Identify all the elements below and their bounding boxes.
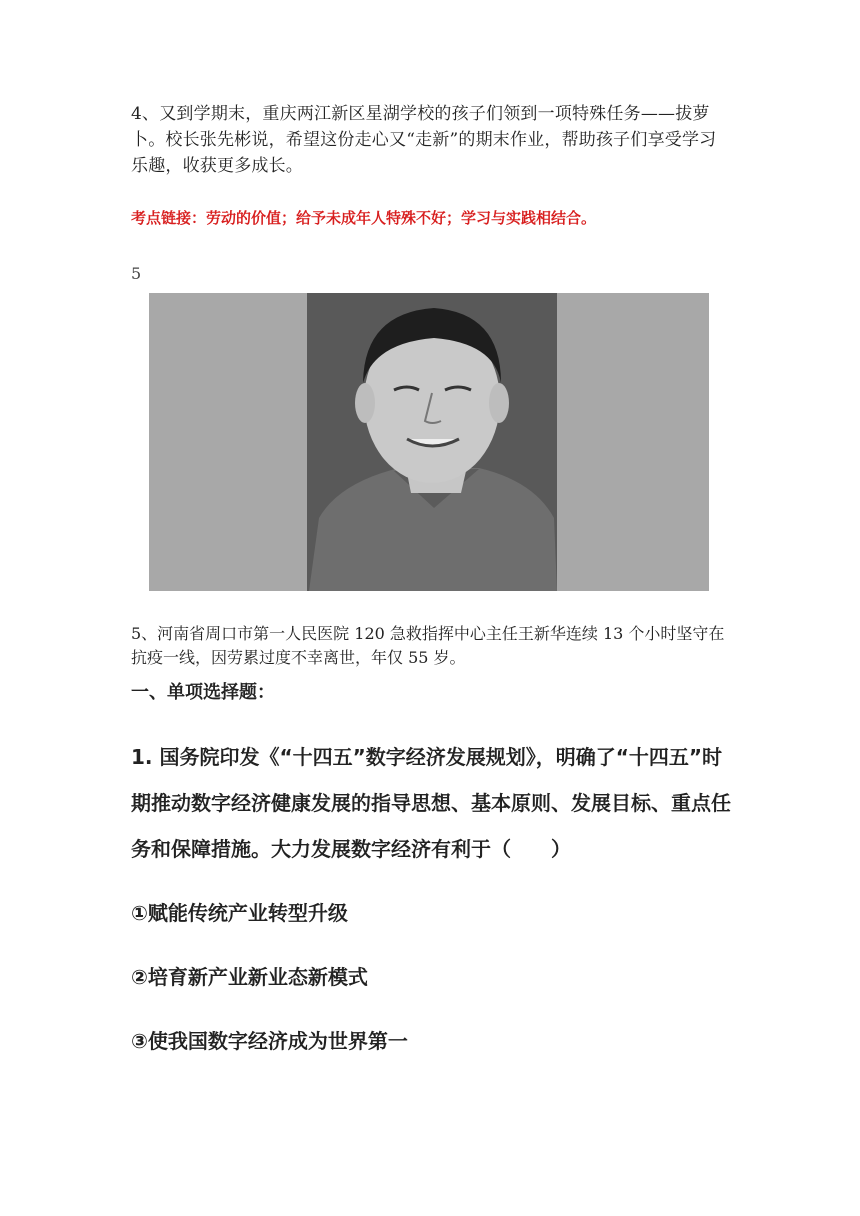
- question-1-stem: 1. 国务院印发《“十四五”数字经济发展规划》，明确了“十四五”时期推动数字经济健康发展的指导思想、基本原则、发展目标、重点任务和保障措施。大力发展数字经济有利于（ ）: [131, 745, 731, 861]
- section-title: 一、单项选择题：: [131, 682, 275, 703]
- item-5-number: 5: [131, 264, 142, 283]
- news-item-5: 5、河南省周口市第一人民医院 120 急救指挥中心主任王新华连续 13 个小时坚守在抗疫一线，因劳累过度不幸离世，年仅 55 岁。: [131, 624, 725, 667]
- option-2: ②培育新产业新业态新模式: [131, 965, 368, 989]
- news-item-4: 4、又到学期末，重庆两江新区星湖学校的孩子们领到一项特殊任务——拔萝卜。校长张先彬说，希望这份走心又“走新”的期末作业，帮助孩子们享受学习乐趣，收获更多成长。: [131, 104, 717, 176]
- option-3: ③使我国数字经济成为世界第一: [131, 1029, 408, 1053]
- portrait-photo: [149, 293, 709, 591]
- exam-point-link: 考点链接：劳动的价值；给予未成年人特殊不好；学习与实践相结合。: [131, 209, 597, 227]
- option-1: ①赋能传统产业转型升级: [131, 901, 348, 925]
